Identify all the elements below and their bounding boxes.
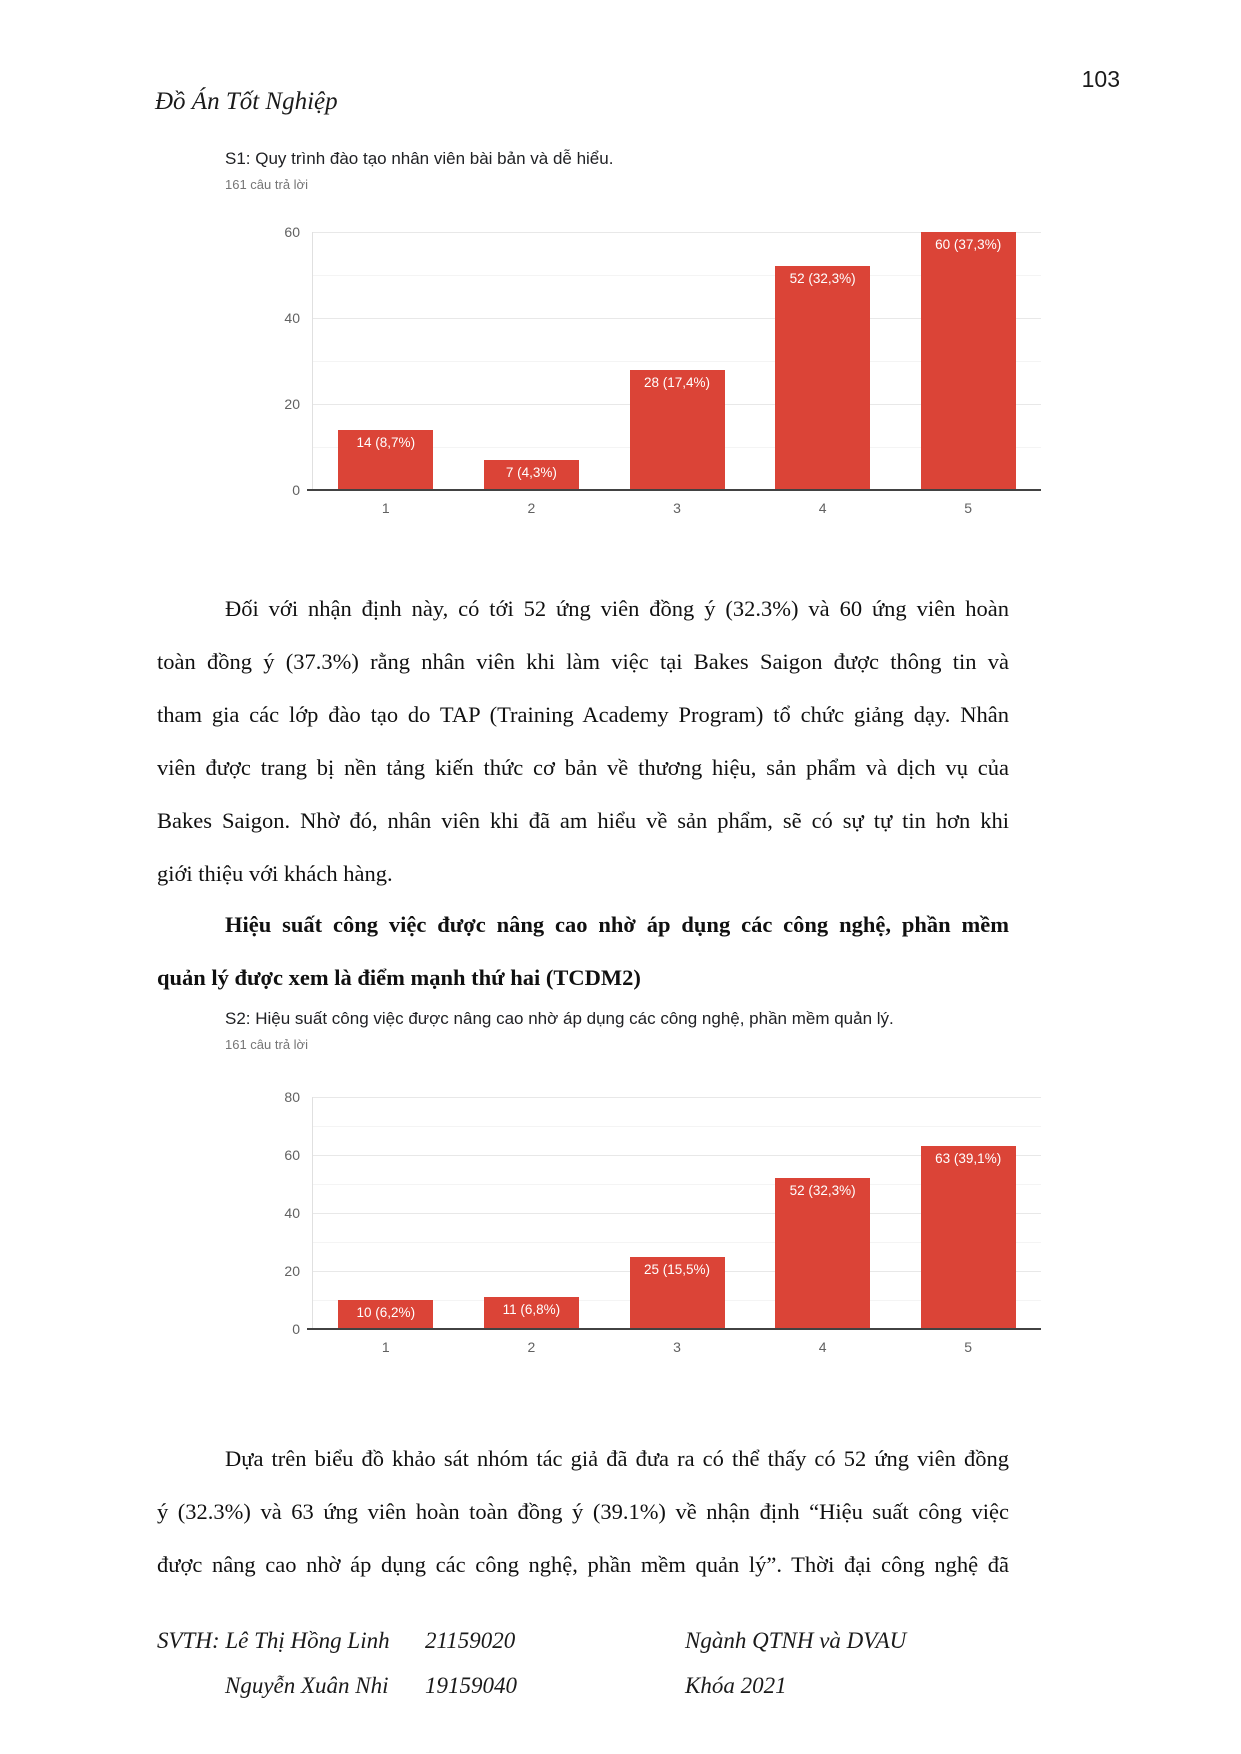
- y-axis-tick-label: 60: [284, 224, 300, 240]
- chart-response-count: 161 câu trả lời: [225, 1037, 308, 1052]
- bar-value-label: 63 (39,1%): [935, 1151, 1002, 1167]
- bar-value-label: 60 (37,3%): [935, 237, 1002, 252]
- x-axis-tick-label: 3: [673, 1339, 681, 1355]
- survey-chart-s2: [225, 1008, 1040, 1388]
- x-axis-tick-label: 3: [673, 500, 681, 516]
- text-line: tham gia các lớp đào tạo do TAP (Training Academy Program) tổ chức giảng dạy. Nhân: [157, 702, 1009, 727]
- x-axis-tick-label: 5: [964, 500, 973, 516]
- x-axis-tick-label: 4: [818, 500, 827, 516]
- bar-category-1: [338, 430, 433, 490]
- footer-student-name-1: SVTH: Lê Thị Hồng Linh: [157, 1628, 390, 1653]
- bar-value-label: 11 (6,8%): [502, 1302, 561, 1318]
- bar-value-label: 14 (8,7%): [356, 434, 416, 450]
- chart-plot-area: [284, 224, 1041, 516]
- text-line: toàn đồng ý (37.3%) rằng nhân viên khi làm việc tại Bakes Saigon được thông tin và: [157, 649, 1009, 674]
- chart-response-count: 161 câu trả lời: [225, 177, 308, 192]
- text-line: quản lý được xem là điểm mạnh thứ hai (TCDM2): [157, 965, 641, 990]
- bar-value-label: 10 (6,2%): [356, 1305, 416, 1320]
- bar-category-2: [484, 460, 579, 490]
- text-line: Hiệu suất công việc được nâng cao nhờ áp dụng các công nghệ, phần mềm: [225, 912, 1009, 937]
- y-axis-tick-label: 0: [292, 482, 300, 498]
- minor-gridline: [313, 1126, 1041, 1127]
- text-line: ý (32.3%) và 63 ứng viên hoàn toàn đồng ý (39.1%) về nhận định “Hiệu suất công việc: [157, 1499, 1009, 1524]
- section-heading-tcdm2: [157, 898, 1009, 1004]
- bar-value-label: 52 (32,3%): [789, 271, 856, 287]
- bar-category-4: [775, 266, 870, 490]
- bar-category-4: [775, 1178, 870, 1329]
- page-footer: [0, 1628, 1241, 1728]
- chart-title: S2: Hiệu suất công việc được nâng cao nhờ áp dụng các công nghệ, phần mềm quản lý.: [225, 1009, 894, 1028]
- footer-student-name-2: Nguyễn Xuân Nhi: [225, 1673, 389, 1698]
- x-axis-tick-label: 1: [381, 1339, 390, 1355]
- x-axis-line: [307, 489, 1041, 491]
- x-axis-tick-label: 5: [964, 1339, 973, 1355]
- chart-title: S1: Quy trình đào tạo nhân viên bài bản và dễ hiểu.: [225, 149, 614, 168]
- text-line: Đối với nhận định này, có tới 52 ứng viên đồng ý (32.3%) và 60 ứng viên hoàn: [225, 596, 1009, 621]
- footer-major: Ngành QTNH và DVAU: [685, 1628, 907, 1653]
- bar-category-1: [338, 1300, 433, 1329]
- y-axis-tick-label: 20: [284, 396, 300, 412]
- bar-category-3: [630, 370, 725, 490]
- page-number: 103: [1081, 66, 1120, 92]
- bar-category-3: [630, 1257, 725, 1330]
- bar-value-label: 25 (15,5%): [643, 1261, 711, 1277]
- survey-chart-s1: [225, 148, 1040, 548]
- bar-category-2: [484, 1297, 579, 1329]
- x-axis-tick-label: 4: [818, 1339, 827, 1355]
- y-axis-tick-label: 0: [292, 1321, 300, 1337]
- y-axis-tick-label: 80: [284, 1089, 300, 1105]
- text-line: viên được trang bị nền tảng kiến thức cơ bản về thương hiệu, sản phẩm và dịch vụ của: [157, 755, 1009, 780]
- footer-student-id-1: 21159020: [425, 1628, 516, 1653]
- text-line: Bakes Saigon. Nhờ đó, nhân viên khi đã am hiểu về sản phẩm, sẽ có sự tự tin hơn khi: [157, 808, 1009, 833]
- y-axis-tick-label: 40: [284, 310, 300, 326]
- document-header-title: Đồ Án Tốt Nghiệp: [155, 88, 338, 115]
- bar-value-label: 28 (17,4%): [643, 374, 711, 390]
- y-axis-tick-label: 20: [284, 1263, 300, 1279]
- bar-category-5: [921, 232, 1016, 490]
- x-axis-line: [307, 1328, 1041, 1330]
- text-line: được nâng cao nhờ áp dụng các công nghệ, phần mềm quản lý”. Thời đại công nghệ đã: [157, 1552, 1009, 1577]
- bar-value-label: 7 (4,3%): [505, 464, 557, 480]
- body-paragraph-1: [157, 582, 1009, 900]
- bar-value-label: 52 (32,3%): [789, 1183, 856, 1199]
- footer-student-id-2: 19159040: [425, 1673, 517, 1698]
- x-axis-tick-label: 1: [381, 500, 390, 516]
- footer-cohort: Khóa 2021: [685, 1673, 787, 1698]
- bar-category-5: [921, 1146, 1016, 1329]
- gridline: [313, 1097, 1041, 1098]
- text-line: giới thiệu với khách hàng.: [157, 861, 393, 886]
- x-axis-tick-label: 2: [527, 1339, 536, 1355]
- text-line: Dựa trên biểu đồ khảo sát nhóm tác giả đã đưa ra có thể thấy có 52 ứng viên đồng: [225, 1446, 1009, 1471]
- y-axis-tick-label: 60: [284, 1147, 300, 1163]
- body-paragraph-2: [157, 1432, 1009, 1591]
- y-axis-tick-label: 40: [284, 1205, 300, 1221]
- x-axis-tick-label: 2: [527, 500, 536, 516]
- chart-plot-area: [284, 1089, 1041, 1355]
